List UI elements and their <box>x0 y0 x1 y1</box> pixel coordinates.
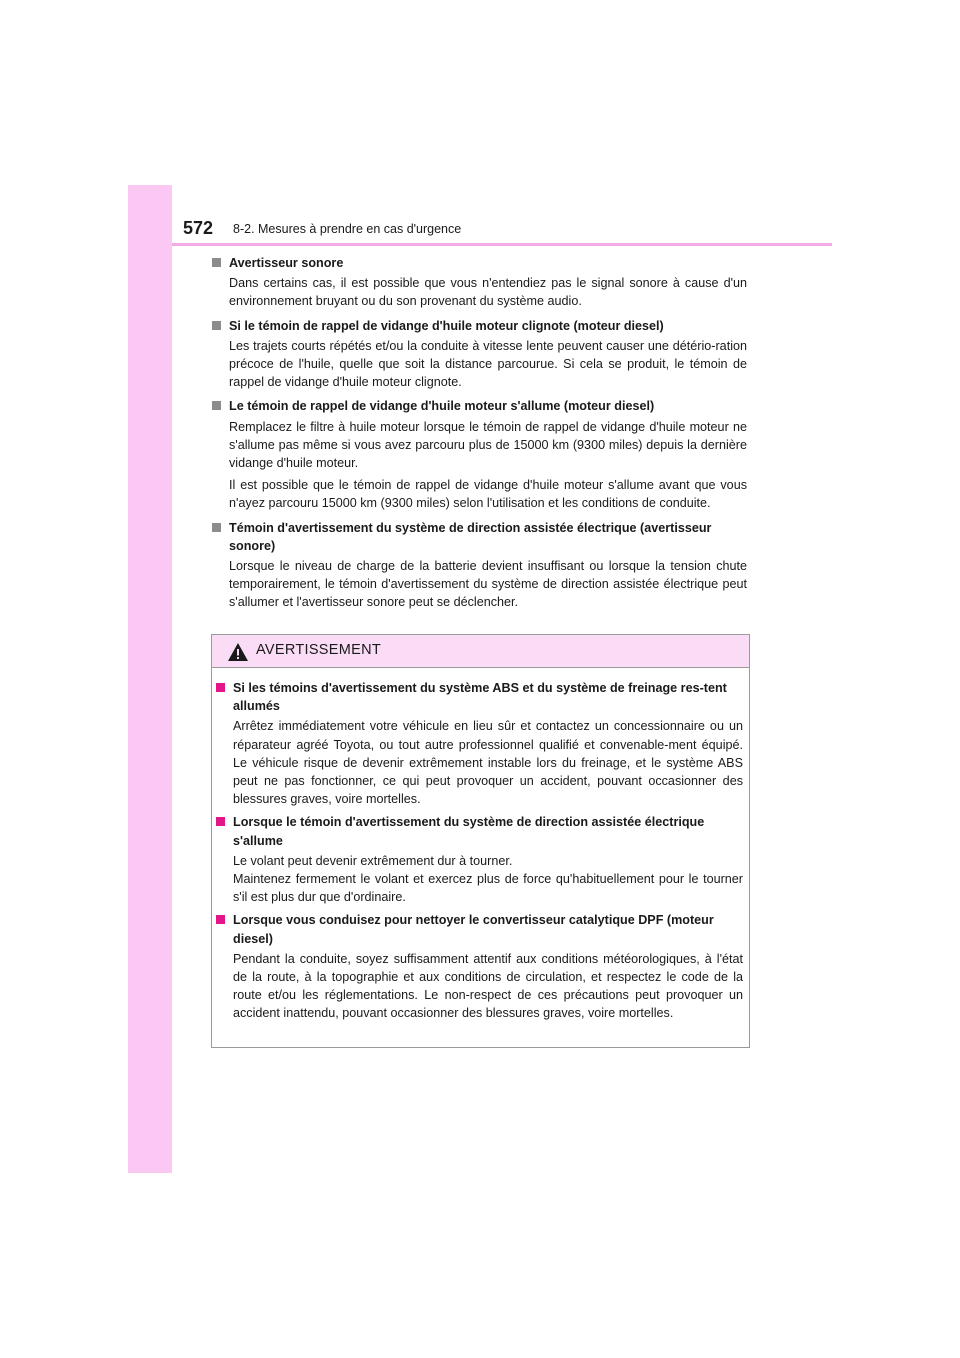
square-bullet-icon <box>216 683 225 692</box>
section-paragraph: Remplacez le filtre à huile moteur lorsque le témoin de rappel de vidange d'huile moteur ne s'allume pas même si vous avez parcouru plus de 15000 km (9300 miles) depuis la dernière vidange d'huile moteur. <box>229 419 747 471</box>
section-heading: Si le témoin de rappel de vidange d'huile moteur clignote (moteur diesel) <box>212 317 747 335</box>
warning-heading: Si les témoins d'avertissement du système ABS et du système de freinage res-tent allumés <box>216 679 743 715</box>
warning-paragraph: Le volant peut devenir extrêmement dur à tourner. <box>233 853 513 868</box>
warning-section-abs <box>216 679 743 808</box>
square-bullet-icon <box>216 817 225 826</box>
square-bullet-icon <box>216 915 225 924</box>
section-paragraph: Les trajets courts répétés et/ou la conduite à vitesse lente peuvent causer une détério-ration précoce de l'huile, quelle que soit la distance parcourue. Si cela se produit, le témoin de rappel de vidange d'huile moteur clignote. <box>229 338 747 390</box>
warning-triangle-icon <box>227 642 249 662</box>
chapter-side-tab <box>128 185 172 1173</box>
warning-body <box>212 668 749 1023</box>
section-heading: Le témoin de rappel de vidange d'huile moteur s'allume (moteur diesel) <box>212 397 747 415</box>
warning-section-eps <box>216 813 743 906</box>
warning-box <box>211 634 750 1048</box>
warning-title: AVERTISSEMENT <box>256 642 382 658</box>
square-bullet-icon <box>212 401 221 410</box>
section-paragraph: Il est possible que le témoin de rappel de vidange d'huile moteur s'allume avant que vous n'ayez parcouru 15000 km (9300 miles) selon l'utilisation et les conditions de conduite. <box>229 478 747 511</box>
warning-section-dpf <box>216 911 743 1022</box>
section-oil-reminder-blinks <box>212 317 747 392</box>
warning-heading: Lorsque vous conduisez pour nettoyer le convertisseur catalytique DPF (moteur diesel) <box>216 911 743 947</box>
warning-paragraph: Maintenez fermement le volant et exercez plus de force qu'habituellement pour le tourner s'il est plus dur que d'ordinaire. <box>233 872 743 905</box>
warning-heading: Lorsque le témoin d'avertissement du système de direction assistée électrique s'allume <box>216 813 743 849</box>
warning-paragraph: Pendant la conduite, soyez suffisamment attentif aux conditions météorologiques, à l'état de la route, à la topographie et aux conditions de circulation, et respectez le code de la route et/ou les réglementations. Le non-respect de ces précautions peut provoquer un accident inattendu, pouvant occasionner des blessures graves, voire mortelles. <box>233 951 743 1021</box>
square-bullet-icon <box>212 258 221 267</box>
section-paragraph: Dans certains cas, il est possible que vous n'entendiez pas le signal sonore à cause d'un environnement bruyant ou du son provenant du système audio. <box>229 276 747 309</box>
warning-paragraph: Arrêtez immédiatement votre véhicule en lieu sûr et contactez un concessionnaire ou un réparateur agréé Toyota, ou tout autre professionnel qualifié et convenable-ment équipé. Le véhicule risque de devenir extrêmement instable lors du freinage, et le système ABS peut ne pas fonctionner, ce qui peut provoquer un accident, pouvant occasionner des blessures graves, voire mortelles. <box>233 719 743 807</box>
warning-header <box>212 635 749 668</box>
section-heading: Avertisseur sonore <box>212 254 747 272</box>
chapter-title: 8-2. Mesures à prendre en cas d'urgence <box>233 222 462 236</box>
section-paragraph: Lorsque le niveau de charge de la batterie devient insuffisant ou lorsque la tension chute temporairement, le témoin d'avertissement du système de direction assistée électrique peut s'allumer et l'avertisseur sonore peut se déclencher. <box>229 559 747 610</box>
square-bullet-icon <box>212 321 221 330</box>
page-number: 572 <box>183 218 214 238</box>
section-heading: Témoin d'avertissement du système de direction assistée électrique (avertisseur sonore) <box>212 519 747 555</box>
header-divider <box>172 243 832 246</box>
main-content <box>212 254 747 618</box>
section-horn <box>212 254 747 311</box>
section-oil-reminder-lights <box>212 397 747 512</box>
square-bullet-icon <box>212 523 221 532</box>
section-eps-warning <box>212 519 747 612</box>
